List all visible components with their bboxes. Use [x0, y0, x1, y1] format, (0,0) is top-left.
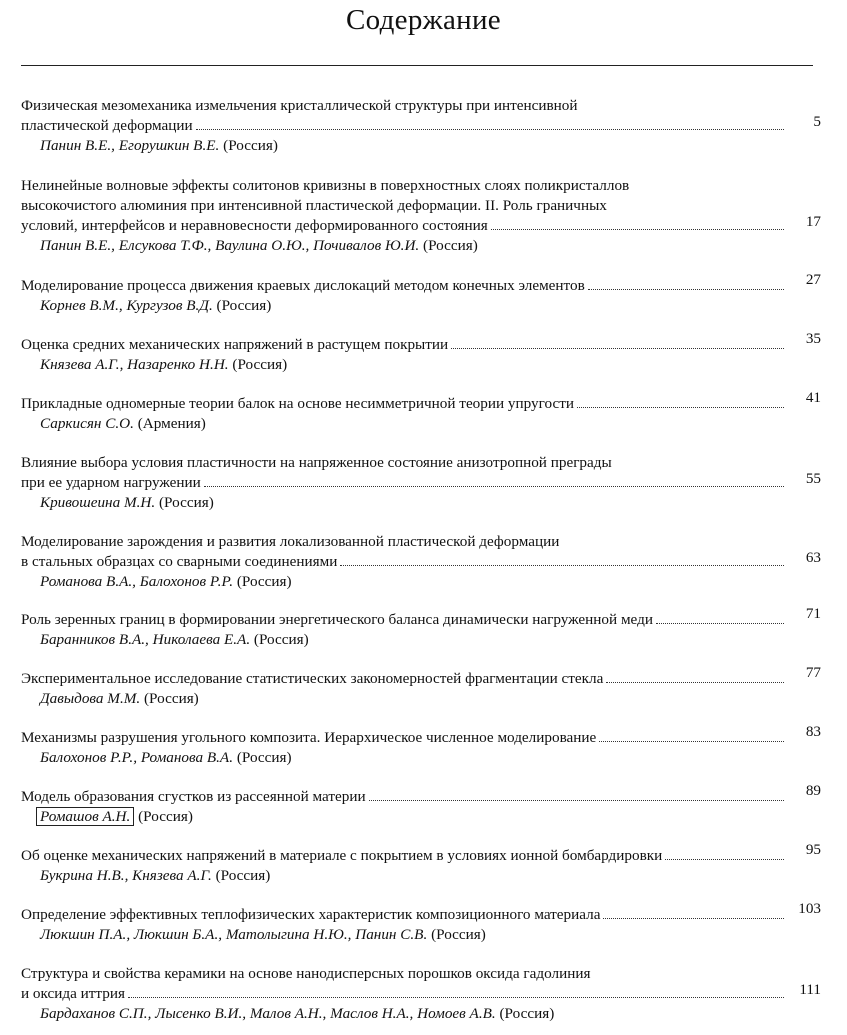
entry-authors: Романова В.А., Балохонов Р.Р. — [40, 573, 234, 590]
entry-country: (Россия) — [236, 749, 292, 766]
entry-authors: Ромашов А.Н. — [36, 807, 134, 826]
title-rule — [21, 65, 813, 66]
entry-authors: Саркисян С.О. — [40, 415, 134, 432]
toc-entry[interactable] — [21, 96, 821, 156]
toc-entry[interactable] — [21, 176, 821, 256]
entry-authors: Букрина Н.В., Князева А.Г. — [40, 867, 212, 884]
dot-leader — [128, 985, 784, 998]
entry-title-line: Нелинейные волновые эффекты солитонов кривизны в поверхностных слоях поликристаллов — [21, 177, 630, 194]
entry-country: (Россия) — [223, 137, 278, 154]
entry-authors: Давыдова М.М. — [40, 690, 141, 707]
page-number[interactable]: 41 — [805, 389, 821, 406]
entry-country: (Россия) — [236, 573, 292, 590]
dot-leader — [656, 611, 784, 624]
toc-entry[interactable] — [21, 782, 821, 827]
toc-entry[interactable] — [21, 964, 821, 1024]
entry-title-line: Экспериментальное исследование статистических закономерностей фрагментации стекла — [21, 670, 604, 687]
entry-authors-line — [21, 296, 821, 316]
entry-authors-line — [21, 414, 821, 434]
entry-country: (Россия) — [215, 867, 271, 884]
dot-leader — [588, 277, 784, 290]
toc-entry[interactable] — [21, 453, 821, 513]
dot-leader — [369, 788, 784, 801]
entry-country: (Россия) — [138, 808, 193, 825]
entry-country: (Россия) — [253, 631, 309, 648]
entry-country: (Россия) — [499, 1005, 555, 1022]
toc-entry[interactable] — [21, 900, 821, 945]
toc-entry[interactable] — [21, 723, 821, 768]
dot-leader — [451, 336, 784, 349]
dot-leader — [340, 553, 784, 566]
page-number[interactable]: 71 — [805, 605, 821, 622]
entry-title-line: Прикладные одномерные теории балок на основе несимметричной теории упругости — [21, 395, 574, 412]
entry-country: (Россия) — [431, 926, 486, 943]
page-number[interactable]: 63 — [805, 549, 821, 566]
page-number[interactable]: 111 — [799, 981, 821, 998]
entry-title-line: Физическая мезомеханика измельчения кристаллической структуры при интенсивной — [21, 97, 578, 114]
entry-authors-line — [21, 355, 821, 375]
entry-authors-line — [21, 1004, 821, 1024]
entry-title-line: Определение эффективных теплофизических характеристик композиционного материала — [21, 906, 601, 923]
entry-authors-line — [21, 866, 821, 886]
page-number[interactable]: 89 — [805, 782, 821, 799]
page-number[interactable]: 55 — [805, 470, 821, 487]
toc-entry[interactable] — [21, 605, 821, 650]
entry-title-line: Механизмы разрушения угольного композита. Иерархическое численное моделирование — [21, 729, 597, 746]
page-number[interactable]: 83 — [805, 723, 821, 740]
dot-leader — [204, 474, 784, 487]
dot-leader — [606, 670, 784, 683]
entry-country: (Россия) — [232, 356, 288, 373]
entry-title-line: в стальных образцах со сварными соединениями — [21, 553, 338, 570]
entry-authors-line — [21, 630, 821, 650]
toc-entry[interactable] — [21, 664, 821, 709]
dot-leader — [196, 117, 784, 130]
entry-title-line: высокочистого алюминия при интенсивной пластической деформации. II. Роль граничных — [21, 197, 607, 214]
entry-country: (Россия) — [143, 690, 199, 707]
entry-authors-line — [21, 572, 821, 592]
entry-country: (Россия) — [216, 297, 272, 314]
entry-authors-line — [21, 236, 821, 256]
entry-country: (Армения) — [137, 415, 206, 432]
page-number[interactable]: 103 — [798, 900, 821, 917]
entry-title-line: при ее ударном нагружении — [21, 474, 201, 491]
entry-country: (Россия) — [159, 494, 214, 511]
entry-title-line: Об оценке механических напряжений в материале с покрытием в условиях ионной бомбардировки — [21, 847, 663, 864]
entry-authors-line — [21, 925, 821, 945]
toc-entry[interactable] — [21, 532, 821, 592]
toc-entry[interactable] — [21, 389, 821, 434]
page-number[interactable]: 27 — [805, 271, 821, 288]
entry-authors: Князева А.Г., Назаренко Н.Н. — [40, 356, 229, 373]
page-number[interactable]: 17 — [805, 213, 821, 230]
entry-authors: Кривошеина М.Н. — [40, 494, 156, 511]
entry-title-line: и оксида иттрия — [21, 985, 125, 1002]
entry-authors: Балохонов Р.Р., Романова В.А. — [40, 749, 234, 766]
entry-title-line: Моделирование процесса движения краевых дислокаций методом конечных элементов — [21, 277, 585, 294]
entry-authors: Бардаханов С.П., Лысенко В.И., Малов А.Н., Маслов Н.А., Номоев А.В. — [40, 1005, 496, 1022]
page-number[interactable]: 95 — [805, 841, 821, 858]
page-number[interactable]: 5 — [813, 113, 821, 130]
entry-authors: Баранников В.А., Николаева Е.А. — [40, 631, 251, 648]
page-number[interactable]: 35 — [805, 330, 821, 347]
entry-title-line: Влияние выбора условия пластичности на напряженное состояние анизотропной преграды — [21, 454, 612, 471]
entry-authors-line — [21, 493, 821, 513]
entry-authors: Корнев В.М., Кургузов В.Д. — [40, 297, 213, 314]
page-title: Содержание — [346, 4, 501, 36]
dot-leader — [577, 395, 784, 408]
toc-entry[interactable] — [21, 330, 821, 375]
entry-title-line: Моделирование зарождения и развития локализованной пластической деформации — [21, 533, 560, 550]
toc-entry[interactable] — [21, 841, 821, 886]
entry-title-line: Структура и свойства керамики на основе нанодисперсных порошков оксида гадолиния — [21, 965, 591, 982]
entry-title-line: Роль зеренных границ в формировании энергетического баланса динамически нагруженной меди — [21, 611, 653, 628]
entry-country: (Россия) — [423, 237, 478, 254]
dot-leader — [599, 729, 784, 742]
entry-title-line: Оценка средних механических напряжений в растущем покрытии — [21, 336, 449, 353]
dot-leader — [491, 217, 784, 230]
entry-authors-line — [21, 748, 821, 768]
entry-title-line: пластической деформации — [21, 117, 193, 134]
entry-authors-line — [21, 689, 821, 709]
entry-authors-line — [21, 807, 821, 827]
entry-authors: Панин В.Е., Егорушкин В.Е. — [40, 137, 220, 154]
entry-title-line: условий, интерфейсов и неравновесности деформированного состояния — [21, 217, 488, 234]
entry-authors: Люкшин П.А., Люкшин Б.А., Матолыгина Н.Ю., Панин С.В. — [40, 926, 428, 943]
dot-leader — [603, 906, 784, 919]
toc-entry[interactable] — [21, 271, 821, 316]
entry-title-line: Модель образования сгустков из рассеянной материи — [21, 788, 366, 805]
entry-authors-line — [21, 136, 821, 156]
entry-authors: Панин В.Е., Елсукова Т.Ф., Ваулина О.Ю., Почивалов Ю.И. — [40, 237, 420, 254]
page-number[interactable]: 77 — [805, 664, 821, 681]
dot-leader — [665, 847, 784, 860]
